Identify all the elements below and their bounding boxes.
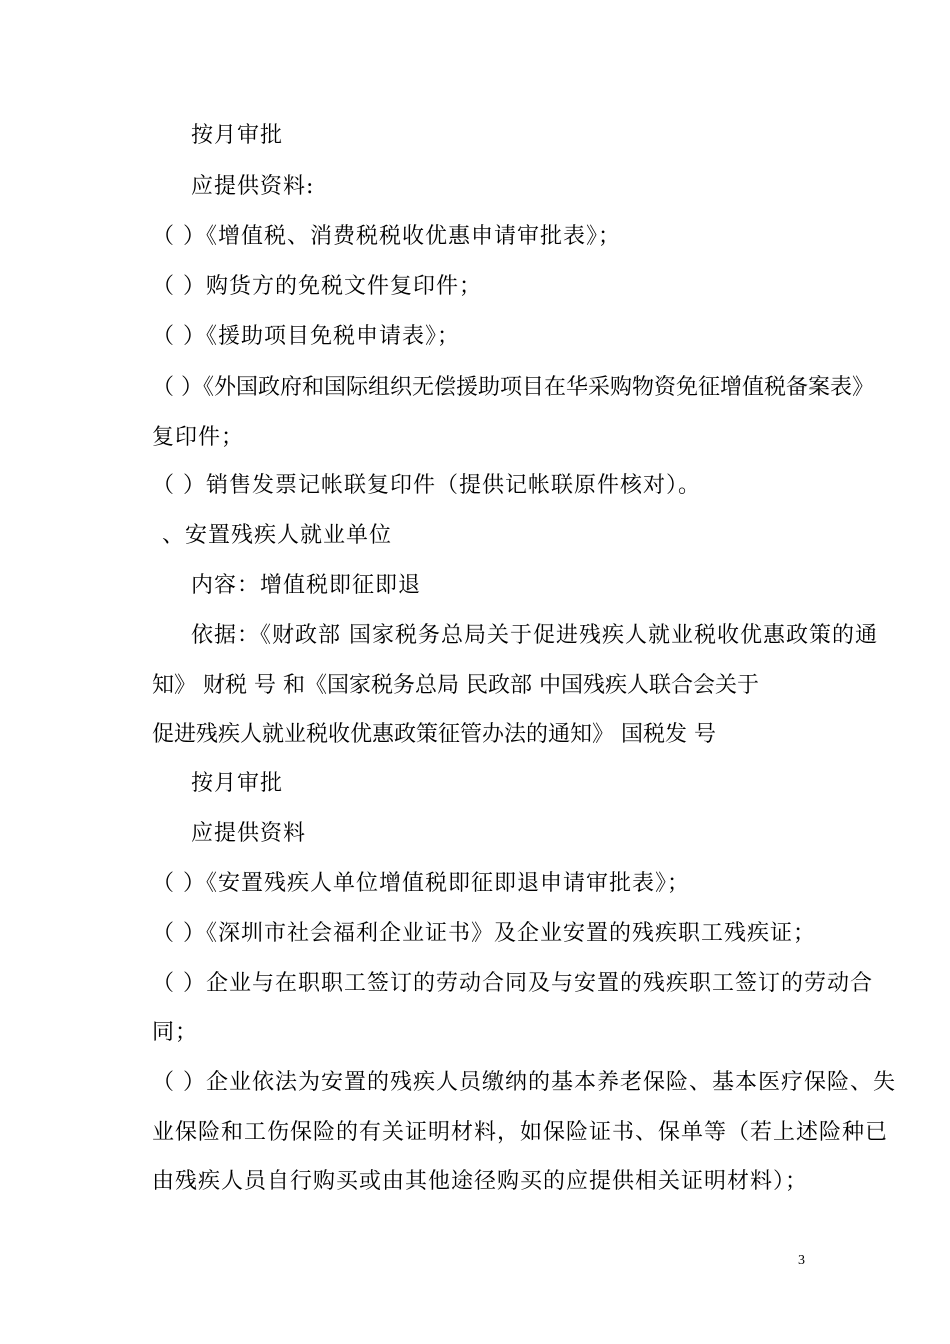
text-line: 由残疾人员自行购买或由其他途径购买的应提供相关证明材料）； (152, 1169, 809, 1194)
text-line: 业保险和工伤保险的有关证明材料，如保险证书、保单等（若上述险种已 (152, 1120, 889, 1145)
section-heading: 、安置残疾人就业单位 (162, 523, 393, 548)
page-number: 3 (798, 1253, 805, 1268)
text-line: 知》 财税 号 和《国家税务总局 民政部 中国残疾人联合会关于 (152, 673, 759, 698)
text-line: 应提供资料: (191, 174, 315, 199)
text-line: （ ）《深圳市社会福利企业证书》及企业安置的残疾职工残疾证； (152, 921, 816, 946)
text-line: 应提供资料 (191, 821, 307, 846)
text-line: 促进残疾人就业税收优惠政策征管办法的通知》 国税发 号 (152, 722, 716, 747)
text-line: （ ）销售发票记帐联复印件（提供记帐联原件核对）。 (152, 473, 701, 498)
text-line: 按月审批 (191, 771, 284, 796)
text-line: 依据：《财政部 国家税务总局关于促进残疾人就业税收优惠政策的通 (191, 623, 878, 648)
text-line: （ ）企业与在职职工签订的劳动合同及与安置的残疾职工签订的劳动合 (152, 971, 873, 996)
text-line: 按月审批 (191, 123, 284, 148)
text-line: （ ）《安置残疾人单位增值税即征即退申请审批表》； (152, 871, 690, 896)
text-line: 内容：增值税即征即退 (191, 573, 422, 598)
text-line: （ ）《增值税、消费税税收优惠申请审批表》； (152, 224, 621, 249)
text-line: （ ）企业依法为安置的残疾人员缴纳的基本养老保险、基本医疗保险、失 (152, 1070, 896, 1095)
text-line: 复印件； (152, 425, 245, 450)
text-line: （ ）购货方的免税文件复印件； (152, 274, 482, 299)
text-line: 同； (152, 1020, 199, 1045)
text-line: （ ）《援助项目免税申请表》； (152, 324, 460, 349)
text-line: （ ）《外国政府和国际组织无偿援助项目在华采购物资免征增值税备案表》 (152, 375, 874, 400)
